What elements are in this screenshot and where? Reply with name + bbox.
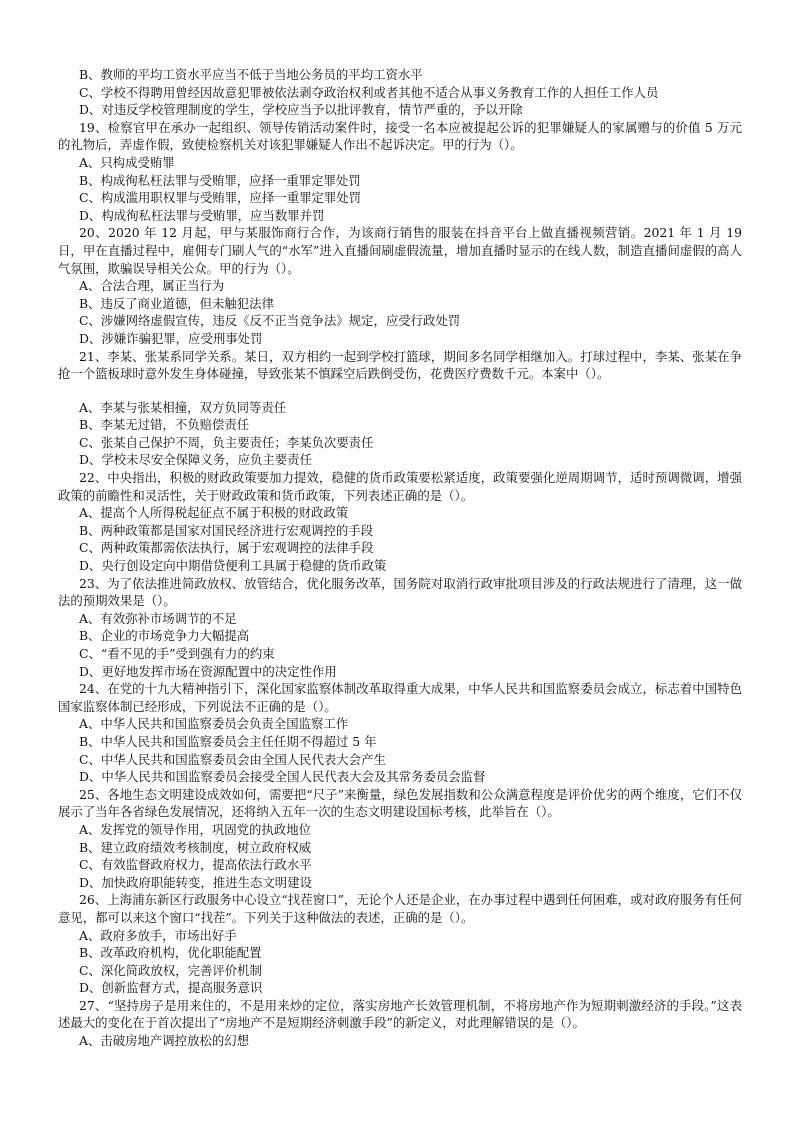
answer-option: A、有效弥补市场调节的不足 <box>79 610 237 626</box>
question-stem: 19、检察官甲在承办一起组织、领导传销活动案件时，接受一名本应被提起公诉的犯罪嫌疑人的家属赠与的价值 5 万元的礼物后，弄虚作假，致使检察机关对该犯罪嫌疑人作出不起诉决定。甲的行为（）。 <box>58 119 742 153</box>
answer-option: B、构成徇私枉法罪与受贿罪，应择一重罪定罪处罚 <box>79 172 361 188</box>
question-stem: 27、“坚持房子是用来住的，不是用来炒的定位，落实房地产长效管理机制，不将房地产作为短期刺激经济的手段。”这表述最大的变化在于首次提出了“房地产不是短期经济刺激手段”的新定义，对此理解错误的是（）。 <box>58 997 742 1031</box>
answer-option: D、对违反学校管理制度的学生，学校应当予以批评教育，情节严重的，予以开除 <box>79 102 523 118</box>
answer-option: D、学校未尽安全保障义务，应负主要责任 <box>79 452 312 468</box>
answer-option: D、创新监督方式，提高服务意识 <box>79 980 263 996</box>
answer-option: C、有效监督政府权力，提高依法行政水平 <box>79 857 312 873</box>
question-stem: 21、李某、张某系同学关系。某日，双方相约一起到学校打篮球，期间多名同学相继加入。打球过程中，李某、张某在争抢一个篮板球时意外发生身体碰撞，导致张某不慎踩空后跌倒受伤，花费医疗费数千元。本案中（）。 <box>58 348 742 382</box>
question-stem: 24、在党的十九大精神指引下，深化国家监察体制改革取得重大成果，中华人民共和国监察委员会成立，标志着中国特色国家监察体制已经形成，下列说法不正确的是（）。 <box>58 681 742 714</box>
answer-option: A、只构成受贿罪 <box>79 154 175 170</box>
answer-option: C、学校不得聘用曾经因故意犯罪被依法剥夺政治权利或者其他不适合从事义务教育工作的人担任工作人员 <box>79 84 659 100</box>
answer-option: C、“看不见的手”受到强有力的约束 <box>79 646 275 661</box>
answer-option: D、加快政府职能转变，推进生态文明建设 <box>79 874 312 890</box>
answer-option: B、李某无过错，不负赔偿责任 <box>79 417 250 433</box>
question-stem: 22、中央指出，积极的财政政策要加力提效，稳健的货币政策要松紧适度，政策要强化逆周期调节，适时预调微调，增强政策的前瞻性和灵活性，关于财政政策和货币政策，下列表述正确的是（）。 <box>58 470 742 503</box>
document-page <box>58 66 742 1050</box>
answer-option: D、更好地发挥市场在资源配置中的决定性作用 <box>79 663 337 679</box>
answer-option: A、合法合理，属正当行为 <box>79 278 225 294</box>
answer-option: D、构成徇私枉法罪与受贿罪，应当数罪并罚 <box>79 207 325 223</box>
answer-option: B、两种政策都是国家对国民经济进行宏观调控的手段 <box>79 522 374 538</box>
answer-option: C、构成滥用职权罪与受贿罪，应择一重罪定罪处罚 <box>79 190 362 206</box>
answer-option: D、涉嫌诈骗犯罪，应受刑事处罚 <box>79 330 263 346</box>
answer-option: C、张某自己保护不周，负主要责任；李某负次要责任 <box>79 434 374 450</box>
answer-option: B、违反了商业道德，但未触犯法律 <box>79 295 274 311</box>
answer-option: D、央行创设定向中期借贷便利工具属于稳健的货币政策 <box>79 558 387 574</box>
question-stem: 26、上海浦东新区行政服务中心设立“找茬窗口”，无论个人还是企业，在办事过程中遇到任何困难，或对政府服务有任何意见，都可以来这个窗口“找茬”。下列关于这种做法的表述，正确的是（）。 <box>58 892 742 925</box>
blank-line <box>58 383 742 399</box>
answer-option: A、发挥党的领导作用，巩固党的执政地位 <box>79 821 311 837</box>
answer-option: B、中华人民共和国监察委员会主任任期不得超过 5 年 <box>79 733 377 749</box>
answer-option: A、击破房地产调控放松的幻想 <box>79 1033 250 1049</box>
answer-option: C、深化简政放权，完善评价机制 <box>79 962 262 978</box>
answer-option: D、中华人民共和国监察委员会接受全国人民代表大会及其常务委员会监督 <box>79 769 486 785</box>
question-stem: 25、各地生态文明建设成效如何，需要把“尺子”来衡量，绿色发展指数和公众满意程度是评价优劣的两个维度，它们不仅展示了当年各省绿色发展情况，还将纳入五年一次的生态文明建设国标考核，此举旨在（）。 <box>58 786 742 820</box>
answer-option: A、提高个人所得税起征点不属于积极的财政政策 <box>79 505 349 521</box>
answer-option: C、中华人民共和国监察委员会由全国人民代表大会产生 <box>79 751 386 767</box>
answer-option: A、政府多放手，市场出好手 <box>79 927 237 943</box>
answer-option: B、建立政府绩效考核制度，树立政府权威 <box>79 839 312 855</box>
question-stem: 20、2020 年 12 月起，甲与某服饰商行合作，为该商行销售的服装在抖音平台上做直播视频营销。2021 年 1 月 19 日，甲在直播过程中，雇佣专门刷人气的“水军”进入直播间刷虚假流量，增加直播时显示的在线人数，制造直播间虚假的高人气氛围，欺骗误导相关公众。甲的行为（）。 <box>58 225 742 276</box>
answer-option: B、教师的平均工资水平应当不低于当地公务员的平均工资水平 <box>79 67 423 82</box>
answer-option: C、涉嫌网络虚假宣传，违反《反不正当竞争法》规定，应受行政处罚 <box>79 313 461 329</box>
answer-option: B、企业的市场竞争力大幅提高 <box>79 628 250 644</box>
answer-option: A、中华人民共和国监察委员会负责全国监察工作 <box>79 716 349 732</box>
answer-option: C、两种政策都需依法执行，属于宏观调控的法律手段 <box>79 540 374 556</box>
answer-option: B、改革政府机构，优化职能配置 <box>79 945 262 961</box>
question-stem: 23、为了依法推进简政放权、放管结合，优化服务改革，国务院对取消行政审批项目涉及的行政法规进行了清理，这一做法的预期效果是（）。 <box>58 575 742 609</box>
answer-option: A、李某与张某相撞，双方负同等责任 <box>79 399 287 415</box>
